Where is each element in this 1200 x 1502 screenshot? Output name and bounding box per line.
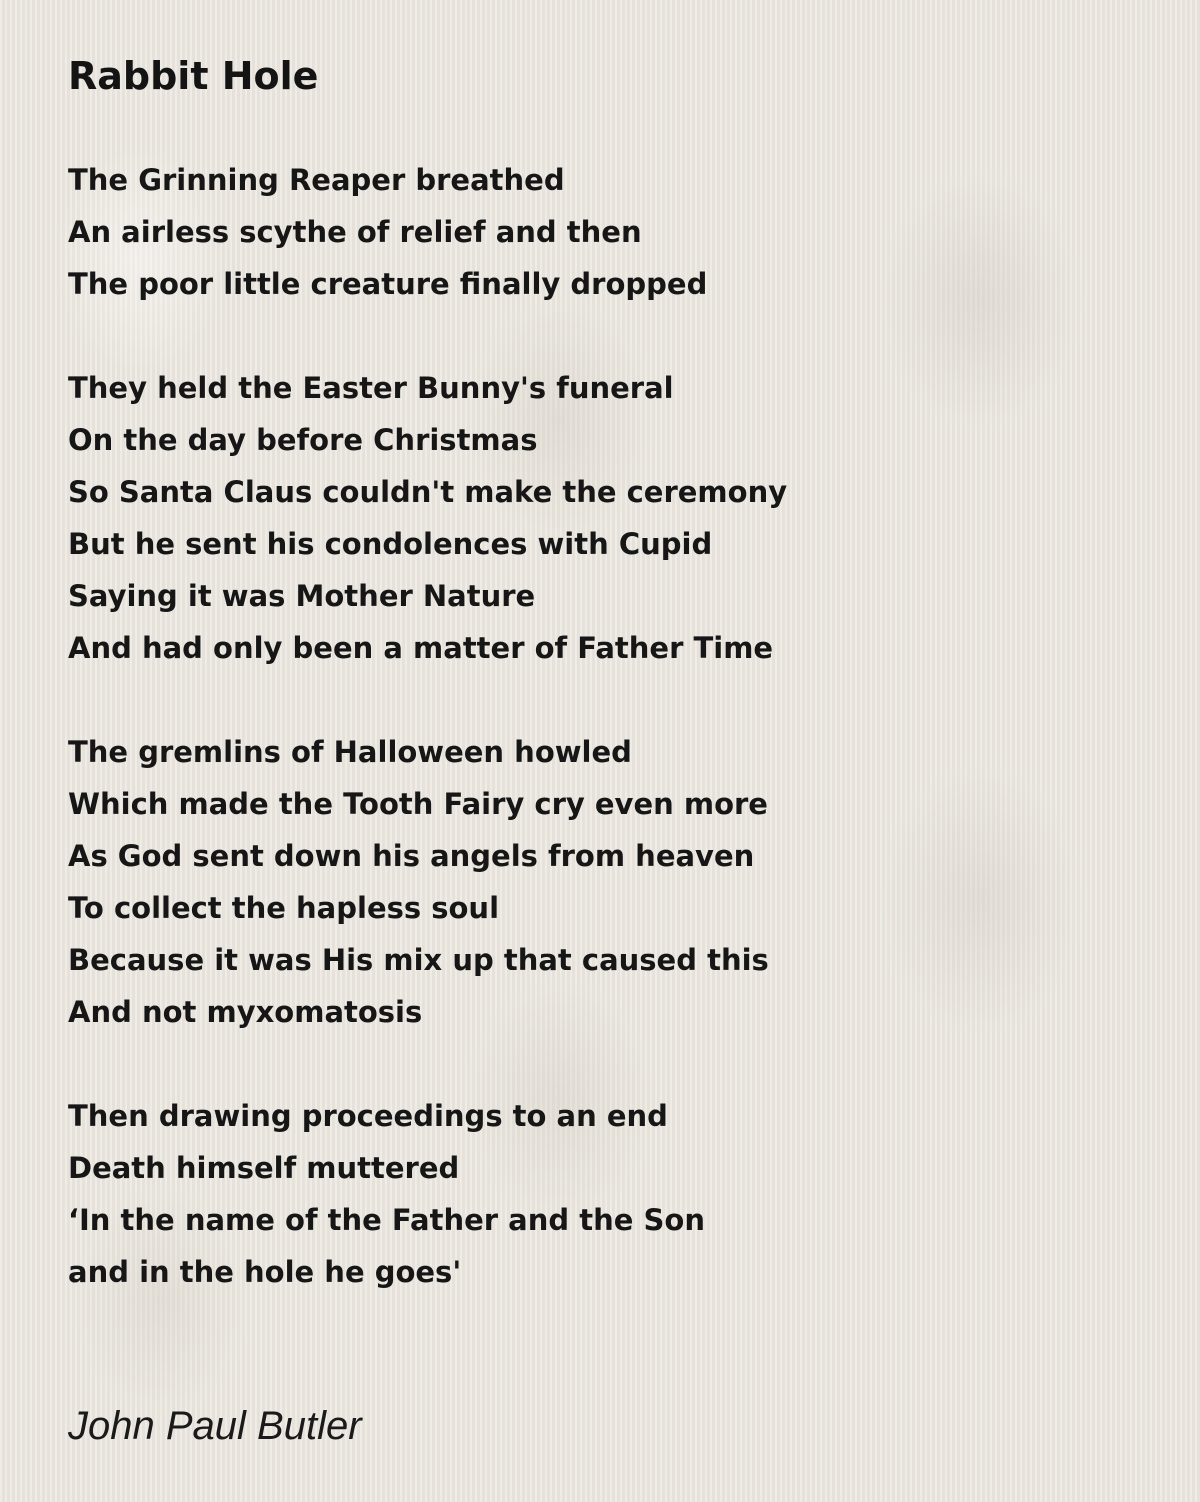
poem-line: As God sent down his angels from heaven (68, 839, 755, 873)
poem-line: On the day before Christmas (68, 423, 538, 457)
poem-line: Because it was His mix up that caused this (68, 943, 769, 977)
poem-line: The gremlins of Halloween howled (68, 735, 632, 769)
poem-line: So Santa Claus couldn't make the ceremony (68, 475, 788, 509)
poem-line: and in the hole he goes' (68, 1255, 462, 1289)
poem-line: Which made the Tooth Fairy cry even more (68, 787, 768, 821)
poem-line: To collect the hapless soul (68, 891, 500, 925)
poem-line: They held the Easter Bunny's funeral (68, 371, 674, 405)
stanza-2 (68, 362, 1148, 674)
poem-line: ‘In the name of the Father and the Son (68, 1203, 705, 1237)
poem-line: And had only been a matter of Father Time (68, 631, 774, 665)
poem-line: An airless scythe of relief and then (68, 215, 642, 249)
stanza-1 (68, 154, 1148, 310)
poem-line: Then drawing proceedings to an end (68, 1099, 668, 1133)
poem-line: And not myxomatosis (68, 995, 423, 1029)
poem-line: Death himself muttered (68, 1151, 460, 1185)
poem-title: Rabbit Hole (68, 54, 319, 98)
stanza-3 (68, 726, 1148, 1038)
poem-line: But he sent his condolences with Cupid (68, 527, 713, 561)
poem-line: The Grinning Reaper breathed (68, 163, 565, 197)
stanza-4 (68, 1090, 1148, 1298)
poem-line: The poor little creature finally dropped (68, 267, 708, 301)
poem-body (68, 154, 1148, 1350)
poem-author: John Paul Butler (68, 1404, 362, 1448)
poem-line: Saying it was Mother Nature (68, 579, 536, 613)
